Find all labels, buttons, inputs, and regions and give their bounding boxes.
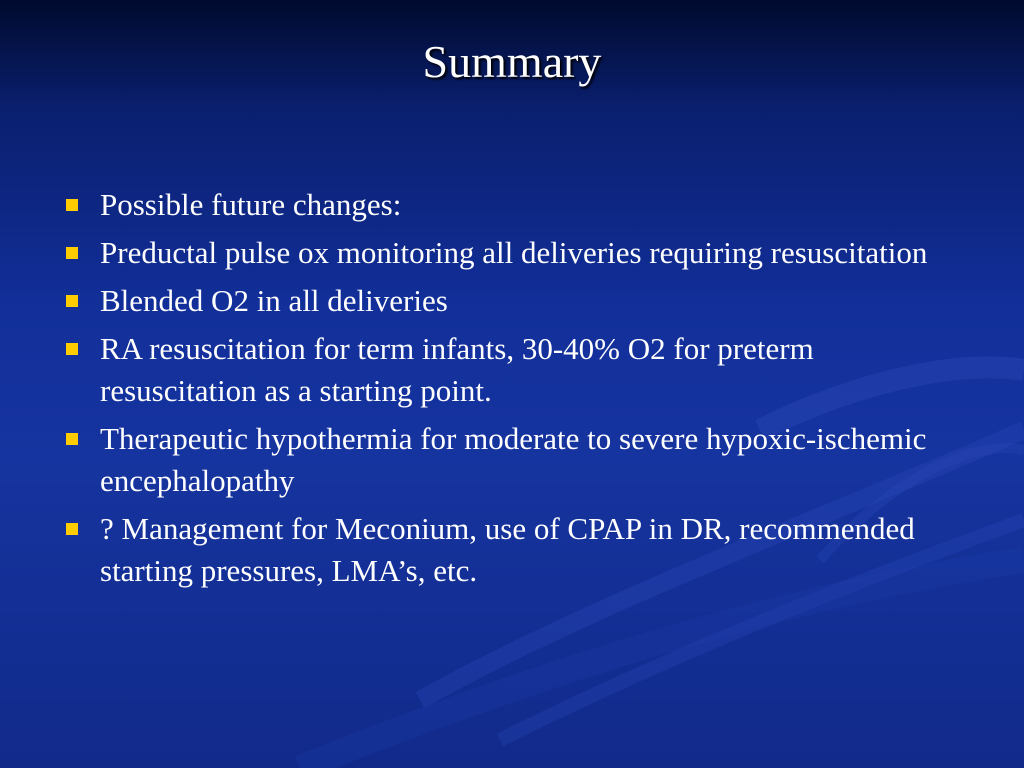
bullet-text: Blended O2 in all deliveries — [100, 283, 448, 318]
square-bullet-icon — [66, 433, 78, 445]
bullet-text: Possible future changes: — [100, 187, 402, 222]
bullet-text: RA resuscitation for term infants, 30-40% O2 for preterm resuscitation as a starting point. — [100, 331, 814, 408]
square-bullet-icon — [66, 295, 78, 307]
list-item — [64, 184, 934, 226]
slide-title: Summary — [422, 36, 602, 87]
bullet-list — [64, 184, 934, 598]
list-item — [64, 232, 934, 274]
square-bullet-icon — [66, 247, 78, 259]
bullet-text: Therapeutic hypothermia for moderate to severe hypoxic-ischemic encephalopathy — [100, 421, 927, 498]
square-bullet-icon — [66, 199, 78, 211]
bullet-text: ? Management for Meconium, use of CPAP in DR, recommended starting pressures, LMA’s, etc. — [100, 511, 915, 588]
list-item — [64, 418, 934, 502]
square-bullet-icon — [66, 523, 78, 535]
square-bullet-icon — [66, 343, 78, 355]
bullet-text: Preductal pulse ox monitoring all deliveries requiring resuscitation — [100, 235, 928, 270]
list-item — [64, 280, 934, 322]
list-item — [64, 328, 934, 412]
list-item — [64, 508, 934, 592]
